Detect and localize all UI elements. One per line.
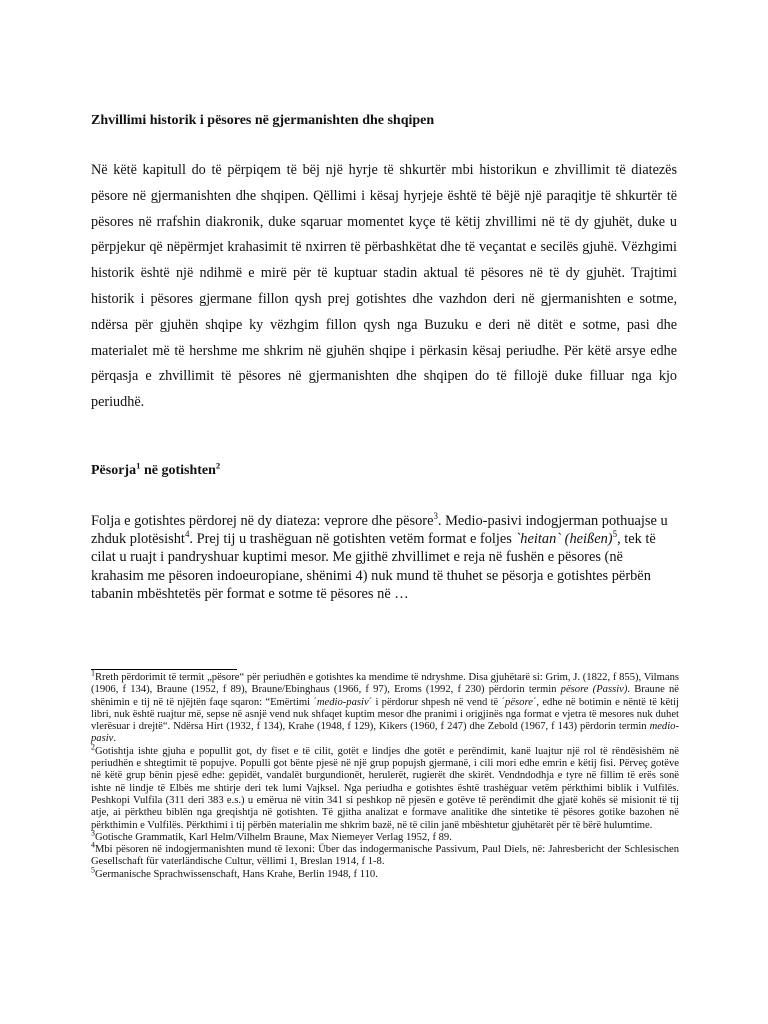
footnote-text: . [113, 733, 117, 745]
footnote-text: Gotische Grammatik, Karl Helm/Vilhelm Braune, Max Niemeyer Verlag 1952, f 89. [94, 831, 452, 843]
section-heading-part1: Pësorja [91, 463, 137, 478]
footnote-text: . Braune në shënimin e tij në të njëjtën faqe sqaron: “Emërtimi ´ [91, 684, 679, 708]
footnote-marker: 5 [91, 865, 95, 875]
footnote-italic: medio-pasiv [316, 696, 369, 708]
footnote-2 [91, 742, 679, 832]
section-text-3: . Prej tij u trashëguan në gotishten vetëm format e foljes [189, 531, 516, 548]
section-italic-term: `heitan` (heißen) [515, 531, 613, 548]
footnote-italic: medio-pasiv [91, 721, 679, 745]
footnote-text: Germanische Sprachwissenschaft, Hans Krahe, Berlin 1948, f 110. [94, 868, 378, 880]
footnote-marker: 1 [91, 668, 95, 678]
footnote-5 [91, 865, 679, 881]
footnote-italic: pësore [505, 696, 533, 708]
footnote-ref-3: 3 [433, 511, 438, 522]
footnote-4 [91, 840, 679, 869]
page-title: Zhvillimi historik i pësores në gjermanishten dhe shqipen [91, 113, 435, 128]
footnote-text: ´ i përdorur shpesh në vend të ´ [368, 696, 506, 708]
footnote-text: Rreth përdorimit të termit „pësore“ për periudhën e gotishtes ka mendime të ndryshme. Disa gjuhëtarë si: Grim, J. (1822, f 855), Vilmans (1906, f 134), Braune (1952, f 89), Braune/Ebinghaus (1966, f 97), Eroms (1992, f 230) përdorin termin [91, 672, 679, 696]
section-text-1: Folja e gotishtes përdorej në dy diateza: veprore dhe pësore [91, 513, 434, 529]
section-text-4: , tek të cilat u ruajt i pandryshuar kuptimi mesor. Me gjithë zhvillimet e reja në fushën e pësores (në krahasim me pësoren indoeuropiane, shënimi 4) nuk mund të thuhet se pësorja e gotishtes përbën tabanin mbështetës për format e sotme të pësores në … [91, 531, 656, 602]
section-paragraph [91, 512, 677, 603]
footnote-separator [91, 669, 237, 670]
footnote-ref-4: 4 [184, 529, 190, 540]
intro-paragraph: Në këtë kapitull do të përpiqem të bëj një hyrje të shkurtër mbi historikun e zhvillimit të diatezës pësore në gjermanishten dhe shqipen. Qëllimi i kësaj hyrjeje është të bëjë një paraqitje të shkurtër të pësores në rrafshin diakronik, duke sqaruar momentet kyçe të këtij zhvillimi në të dy gjuhët, duke u përpjekur që nëpërmjet krahasimit të nxirren të përbashkëtat dhe të veçantat e secilës gjuhë. Vëzhgimi historik është një ndihmë e mirë për të kuptuar stadin aktual të pësores në të dy gjuhët. Trajtimi historik i pësores gjermane fillon qysh prej gotishtes dhe vazhdon deri në gjermanishten e sotme, ndërsa për gjuhën shqipe ky vëzhgim fillon qysh nga Buzuku e deri në ditët e sotme, pasi dhe materialet më të hershme me shkrim në gjuhën shqipe i përkasin kësaj periudhe. Për këtë arsye edhe përqasja e zhvillimit të pësores në gjermanishten dhe shqipen do të fillojë duke filluar nga kjo periudhë. [91, 162, 677, 411]
section-heading-part2: në gotishten [140, 463, 216, 478]
footnote-text: ´, edhe në botimin e nëntë të këtij libri, nuk është ruajtur më, sepse në asnjë vend nuk shfaqet kuptim mesor dhe pranimi i origjinës nga format e vjetra të mesores nuk duhet vlerësuar i drejtë“. Ndërsa Hirt (1932, f 134), Krahe (1948, f 129), Kikers (1960, f 247) dhe Zebold (1967, f 143) përdorin termin [91, 696, 679, 733]
footnote-ref-2: 2 [215, 460, 221, 471]
footnote-text: Gotishtja ishte gjuha e popullit got, dy fiset e të cilit, gotët e lindjes dhe gotët e perëndimit, kanë luajtur një rol të rëndësishëm në periudhën e shtegtimit të popujve. Populli got bënte pjesë në një grup popujsh gjermanë, i cili mori edhe emrin e këtij fisi. Përveç gotëve në këtë grup bënin pjesë edhe: gepidët, vandalët burgundionët, herulerët, rugierët dhe skirët. Vendndodhja e tyre në fillim të erës sonë ishte në lindje të Elbës me shtirje deri tek lumi Vajksel. Nga periudha e gotishtes është trashëguar vetëm përkthimi biblik i Vulfilës. Peshkopi Vulfila (311 deri 383 e.s.) u emërua në vitin 341 si peshkop në pjesën e gotëve të perëndimit dhe gjatë kohës së misionit të tij atje, ai përktheu biblën nga greqishtja në gotishten. Të gjitha analizat e formave analitike dhe sintetike të pësores gotike bazohen në përkthimin e Vulfilës. Përkthimi i tij përbën materialin me shkrim bazë, në të cilin janë mbështetur gjuhëtarët për të bërë hulumtime. [91, 745, 679, 831]
footnote-text: Mbi pësoren në indogjermanishten mund të lexoni: Über das indogermanische Passivum, Paul Diels, në: Jahresbericht der Schlesischen Gesellschaft für vaterländische Cultur, vëllimi 1, Breslan 1914, f 1-8. [91, 844, 679, 868]
footnote-italic: pësore (Passiv) [560, 684, 628, 696]
section-heading [91, 462, 681, 480]
footnote-marker: 2 [91, 742, 95, 752]
footnote-marker: 4 [91, 840, 95, 850]
footnote-marker: 3 [91, 828, 95, 838]
footnote-1 [91, 668, 679, 746]
footnotes [91, 668, 679, 881]
footnote-ref-1: 1 [136, 460, 141, 471]
section-text-2: . Medio-pasivi indogjerman pothuajse u zhduk plotësisht [91, 513, 668, 548]
footnote-ref-5: 5 [612, 529, 618, 540]
footnote-3 [91, 828, 679, 844]
